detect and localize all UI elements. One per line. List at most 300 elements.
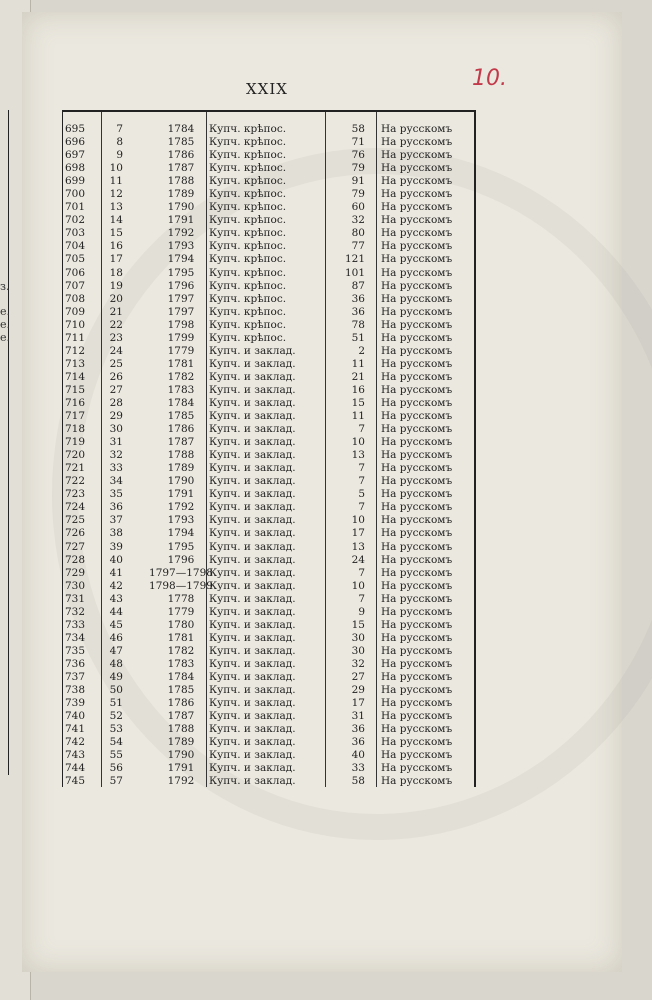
language-cell: На русскомъ — [381, 579, 453, 592]
document-type-cell: Купч. крѣпос. — [209, 240, 287, 253]
document-type-cell: Купч. крѣпос. — [209, 136, 287, 149]
sheet-count-cell: 17 — [351, 697, 365, 710]
sequence-number-cell: 53 — [109, 723, 123, 736]
document-type-cell: Купч. крѣпос. — [209, 279, 287, 292]
sheet-count-cell: 13 — [351, 449, 365, 462]
record-number-cell: 696 — [65, 136, 86, 149]
year-cell: 1786 — [167, 423, 195, 436]
table-row — [63, 371, 474, 384]
language-cell: На русскомъ — [381, 318, 453, 331]
sequence-number-cell: 19 — [109, 279, 123, 292]
sequence-number-cell: 22 — [109, 318, 123, 331]
year-cell: 1783 — [167, 383, 195, 396]
sheet-count-cell: 13 — [351, 540, 365, 553]
document-type-cell: Купч. и заклад. — [209, 370, 296, 383]
sheet-count-cell: 10 — [351, 436, 365, 449]
year-cell: 1787 — [167, 710, 195, 723]
record-number-cell: 698 — [65, 162, 86, 175]
table-row — [63, 280, 474, 293]
record-number-cell: 702 — [65, 214, 86, 227]
document-type-cell: Купч. и заклад. — [209, 644, 296, 657]
table-row — [63, 514, 474, 527]
sequence-number-cell: 31 — [109, 436, 123, 449]
language-cell: На русскомъ — [381, 410, 453, 423]
language-cell: На русскомъ — [381, 396, 453, 409]
table-row — [63, 697, 474, 710]
table-row — [63, 306, 474, 319]
sequence-number-cell: 11 — [109, 175, 123, 188]
table-row — [63, 319, 474, 332]
sheet-count-cell: 16 — [351, 383, 365, 396]
language-cell: На русскомъ — [381, 553, 453, 566]
document-type-cell: Купч. и заклад. — [209, 514, 296, 527]
record-number-cell: 711 — [65, 331, 86, 344]
sequence-number-cell: 25 — [109, 357, 123, 370]
sequence-number-cell: 40 — [109, 553, 123, 566]
year-cell: 1781 — [167, 631, 195, 644]
year-cell: 1797 — [167, 305, 195, 318]
page-header-numeral: XXIX — [246, 80, 288, 98]
language-cell: На русскомъ — [381, 214, 453, 227]
facing-page-fragment: з. — [0, 280, 10, 293]
document-type-cell: Купч. крѣпос. — [209, 162, 287, 175]
language-cell: На русскомъ — [381, 514, 453, 527]
record-number-cell: 722 — [65, 475, 86, 488]
document-type-cell: Купч. и заклад. — [209, 749, 296, 762]
record-number-cell: 703 — [65, 227, 86, 240]
language-cell: На русскомъ — [381, 370, 453, 383]
record-number-cell: 734 — [65, 631, 86, 644]
year-cell: 1788 — [167, 723, 195, 736]
record-number-cell: 705 — [65, 253, 86, 266]
sheet-count-cell: 71 — [351, 136, 365, 149]
sheet-count-cell: 78 — [351, 318, 365, 331]
year-cell: 1786 — [167, 697, 195, 710]
language-cell: На русскомъ — [381, 657, 453, 670]
sequence-number-cell: 18 — [109, 266, 123, 279]
record-number-cell: 718 — [65, 423, 86, 436]
year-cell: 1795 — [167, 540, 195, 553]
language-cell: На русскомъ — [381, 566, 453, 579]
document-type-cell: Купч. и заклад. — [209, 501, 296, 514]
document-type-cell: Купч. и заклад. — [209, 592, 296, 605]
sheet-count-cell: 32 — [351, 657, 365, 670]
sequence-number-cell: 9 — [116, 149, 123, 162]
language-cell: На русскомъ — [381, 253, 453, 266]
language-cell: На русскомъ — [381, 175, 453, 188]
table-row — [63, 423, 474, 436]
table-row — [63, 358, 474, 371]
register-table — [62, 110, 476, 787]
language-cell: На русскомъ — [381, 292, 453, 305]
sequence-number-cell: 8 — [116, 136, 123, 149]
record-number-cell: 744 — [65, 762, 86, 775]
sequence-number-cell: 48 — [109, 657, 123, 670]
sheet-count-cell: 7 — [358, 566, 365, 579]
document-type-cell: Купч. и заклад. — [209, 775, 296, 788]
sequence-number-cell: 54 — [109, 736, 123, 749]
language-cell: На русскомъ — [381, 723, 453, 736]
record-number-cell: 721 — [65, 462, 86, 475]
table-row — [63, 749, 474, 762]
sequence-number-cell: 28 — [109, 396, 123, 409]
year-cell: 1794 — [167, 527, 195, 540]
document-type-cell: Купч. и заклад. — [209, 579, 296, 592]
document-type-cell: Купч. и заклад. — [209, 618, 296, 631]
facing-page-fragment: е. — [0, 331, 11, 344]
sheet-count-cell: 32 — [351, 214, 365, 227]
sheet-count-cell: 7 — [358, 592, 365, 605]
table-row — [63, 475, 474, 488]
table-row — [63, 410, 474, 423]
record-number-cell: 719 — [65, 436, 86, 449]
sequence-number-cell: 52 — [109, 710, 123, 723]
table-row — [63, 136, 474, 149]
language-cell: На русскомъ — [381, 344, 453, 357]
language-cell: На русскомъ — [381, 305, 453, 318]
year-cell: 1778 — [167, 592, 195, 605]
record-number-cell: 742 — [65, 736, 86, 749]
document-type-cell: Купч. крѣпос. — [209, 149, 287, 162]
document-type-cell: Купч. крѣпос. — [209, 292, 287, 305]
year-cell: 1786 — [167, 149, 195, 162]
facing-page-fragment: е. — [0, 318, 11, 331]
record-number-cell: 729 — [65, 566, 86, 579]
language-cell: На русскомъ — [381, 188, 453, 201]
sequence-number-cell: 56 — [109, 762, 123, 775]
table-row — [63, 762, 474, 775]
sequence-number-cell: 29 — [109, 410, 123, 423]
sequence-number-cell: 45 — [109, 618, 123, 631]
sequence-number-cell: 47 — [109, 644, 123, 657]
language-cell: На русскомъ — [381, 227, 453, 240]
record-number-cell: 724 — [65, 501, 86, 514]
record-number-cell: 709 — [65, 305, 86, 318]
record-number-cell: 727 — [65, 540, 86, 553]
year-cell: 1787 — [167, 162, 195, 175]
year-cell: 1782 — [167, 644, 195, 657]
year-cell: 1797 — [167, 292, 195, 305]
document-type-cell: Купч. и заклад. — [209, 475, 296, 488]
sequence-number-cell: 24 — [109, 344, 123, 357]
record-number-cell: 743 — [65, 749, 86, 762]
year-cell: 1790 — [167, 201, 195, 214]
year-cell: 1799 — [167, 331, 195, 344]
table-row — [63, 527, 474, 540]
sequence-number-cell: 57 — [109, 775, 123, 788]
sheet-count-cell: 36 — [351, 736, 365, 749]
sequence-number-cell: 36 — [109, 501, 123, 514]
document-type-cell: Купч. и заклад. — [209, 540, 296, 553]
table-row — [63, 658, 474, 671]
language-cell: На русскомъ — [381, 540, 453, 553]
sequence-number-cell: 26 — [109, 370, 123, 383]
sequence-number-cell: 30 — [109, 423, 123, 436]
year-cell: 1784 — [167, 670, 195, 683]
sheet-count-cell: 5 — [358, 488, 365, 501]
document-type-cell: Купч. крѣпос. — [209, 175, 287, 188]
table-row — [63, 397, 474, 410]
sequence-number-cell: 46 — [109, 631, 123, 644]
record-number-cell: 731 — [65, 592, 86, 605]
document-type-cell: Купч. и заклад. — [209, 436, 296, 449]
table-row — [63, 267, 474, 280]
language-cell: На русскомъ — [381, 736, 453, 749]
year-cell: 1795 — [167, 266, 195, 279]
sequence-number-cell: 12 — [109, 188, 123, 201]
table-row — [63, 554, 474, 567]
sheet-count-cell: 24 — [351, 553, 365, 566]
year-cell: 1782 — [167, 370, 195, 383]
sequence-number-cell: 41 — [109, 566, 123, 579]
record-number-cell: 739 — [65, 697, 86, 710]
sheet-count-cell: 101 — [344, 266, 365, 279]
sheet-count-cell: 80 — [351, 227, 365, 240]
table-row — [63, 332, 474, 345]
record-number-cell: 735 — [65, 644, 86, 657]
sheet-count-cell: 10 — [351, 514, 365, 527]
sequence-number-cell: 51 — [109, 697, 123, 710]
sheet-count-cell: 7 — [358, 423, 365, 436]
table-row — [63, 253, 474, 266]
year-cell: 1784 — [167, 123, 195, 135]
record-number-cell: 710 — [65, 318, 86, 331]
language-cell: На русскомъ — [381, 501, 453, 514]
year-cell: 1796 — [167, 553, 195, 566]
table-row — [63, 214, 474, 227]
document-type-cell: Купч. и заклад. — [209, 762, 296, 775]
table-row — [63, 684, 474, 697]
record-number-cell: 708 — [65, 292, 86, 305]
language-cell: На русскомъ — [381, 449, 453, 462]
language-cell: На русскомъ — [381, 605, 453, 618]
handwritten-page-number: 10. — [472, 66, 507, 91]
document-type-cell: Купч. крѣпос. — [209, 201, 287, 214]
table-row — [63, 632, 474, 645]
sequence-number-cell: 21 — [109, 305, 123, 318]
table-row — [63, 671, 474, 684]
language-cell: На русскомъ — [381, 670, 453, 683]
sheet-count-cell: 79 — [351, 188, 365, 201]
document-type-cell: Купч. и заклад. — [209, 423, 296, 436]
record-number-cell: 697 — [65, 149, 86, 162]
document-type-cell: Купч. и заклад. — [209, 684, 296, 697]
sequence-number-cell: 17 — [109, 253, 123, 266]
record-number-cell: 712 — [65, 344, 86, 357]
document-type-cell: Купч. и заклад. — [209, 605, 296, 618]
facing-page-rule — [8, 110, 9, 775]
sequence-number-cell: 42 — [109, 579, 123, 592]
document-type-cell: Купч. и заклад. — [209, 462, 296, 475]
table-row — [63, 723, 474, 736]
sequence-number-cell: 15 — [109, 227, 123, 240]
sheet-count-cell: 11 — [351, 410, 365, 423]
record-number-cell: 730 — [65, 579, 86, 592]
record-number-cell: 701 — [65, 201, 86, 214]
document-type-cell: Купч. крѣпос. — [209, 331, 287, 344]
year-cell: 1783 — [167, 657, 195, 670]
facing-page-fragment: е. — [0, 305, 11, 318]
table-row — [63, 606, 474, 619]
language-cell: На русскомъ — [381, 488, 453, 501]
table-row — [63, 449, 474, 462]
sequence-number-cell: 37 — [109, 514, 123, 527]
language-cell: На русскомъ — [381, 149, 453, 162]
record-number-cell: 726 — [65, 527, 86, 540]
sheet-count-cell: 7 — [358, 501, 365, 514]
record-number-cell: 713 — [65, 357, 86, 370]
sequence-number-cell: 33 — [109, 462, 123, 475]
year-cell: 1791 — [167, 762, 195, 775]
year-cell: 1789 — [167, 462, 195, 475]
language-cell: На русскомъ — [381, 240, 453, 253]
sheet-count-cell: 36 — [351, 292, 365, 305]
table-row — [63, 123, 474, 136]
table-row — [63, 645, 474, 658]
table-row — [63, 201, 474, 214]
year-cell: 1797—1798 — [149, 566, 213, 579]
sheet-count-cell: 9 — [358, 605, 365, 618]
language-cell: На русскомъ — [381, 592, 453, 605]
document-type-cell: Купч. крѣпос. — [209, 123, 287, 135]
table-row — [63, 567, 474, 580]
record-number-cell: 732 — [65, 605, 86, 618]
record-number-cell: 695 — [65, 123, 86, 135]
sheet-count-cell: 27 — [351, 670, 365, 683]
sequence-number-cell: 13 — [109, 201, 123, 214]
sheet-count-cell: 91 — [351, 175, 365, 188]
language-cell: На русскомъ — [381, 436, 453, 449]
document-type-cell: Купч. крѣпос. — [209, 188, 287, 201]
year-cell: 1798 — [167, 318, 195, 331]
sheet-count-cell: 31 — [351, 710, 365, 723]
language-cell: На русскомъ — [381, 201, 453, 214]
year-cell: 1781 — [167, 357, 195, 370]
language-cell: На русскомъ — [381, 136, 453, 149]
language-cell: На русскомъ — [381, 762, 453, 775]
language-cell: На русскомъ — [381, 527, 453, 540]
table-row — [63, 149, 474, 162]
document-type-cell: Купч. и заклад. — [209, 449, 296, 462]
table-row — [63, 227, 474, 240]
record-number-cell: 740 — [65, 710, 86, 723]
year-cell: 1789 — [167, 736, 195, 749]
sequence-number-cell: 32 — [109, 449, 123, 462]
document-type-cell: Купч. и заклад. — [209, 566, 296, 579]
sheet-count-cell: 21 — [351, 370, 365, 383]
year-cell: 1791 — [167, 214, 195, 227]
table-row — [63, 162, 474, 175]
language-cell: На русскомъ — [381, 383, 453, 396]
sheet-count-cell: 121 — [344, 253, 365, 266]
record-number-cell: 707 — [65, 279, 86, 292]
document-type-cell: Купч. крѣпос. — [209, 266, 287, 279]
document-type-cell: Купч. и заклад. — [209, 527, 296, 540]
document-type-cell: Купч. крѣпос. — [209, 253, 287, 266]
document-type-cell: Купч. крѣпос. — [209, 318, 287, 331]
sheet-count-cell: 17 — [351, 527, 365, 540]
sequence-number-cell: 14 — [109, 214, 123, 227]
record-number-cell: 733 — [65, 618, 86, 631]
table-row — [63, 619, 474, 632]
year-cell: 1779 — [167, 605, 195, 618]
year-cell: 1787 — [167, 436, 195, 449]
year-cell: 1785 — [167, 410, 195, 423]
language-cell: На русскомъ — [381, 631, 453, 644]
document-type-cell: Купч. и заклад. — [209, 736, 296, 749]
language-cell: На русскомъ — [381, 462, 453, 475]
record-number-cell: 704 — [65, 240, 86, 253]
language-cell: На русскомъ — [381, 618, 453, 631]
language-cell: На русскомъ — [381, 684, 453, 697]
sheet-count-cell: 29 — [351, 684, 365, 697]
table-row — [63, 293, 474, 306]
sheet-count-cell: 76 — [351, 149, 365, 162]
year-cell: 1793 — [167, 240, 195, 253]
sheet-count-cell: 79 — [351, 162, 365, 175]
year-cell: 1785 — [167, 684, 195, 697]
table-row — [63, 593, 474, 606]
sheet-count-cell: 36 — [351, 723, 365, 736]
language-cell: На русскомъ — [381, 266, 453, 279]
year-cell: 1794 — [167, 253, 195, 266]
language-cell: На русскомъ — [381, 749, 453, 762]
document-type-cell: Купч. и заклад. — [209, 631, 296, 644]
language-cell: На русскомъ — [381, 423, 453, 436]
table-row — [63, 541, 474, 554]
document-type-cell: Купч. и заклад. — [209, 670, 296, 683]
document-type-cell: Купч. и заклад. — [209, 710, 296, 723]
sheet-count-cell: 33 — [351, 762, 365, 775]
table-row — [63, 580, 474, 593]
sequence-number-cell: 50 — [109, 684, 123, 697]
record-number-cell: 716 — [65, 396, 86, 409]
record-number-cell: 728 — [65, 553, 86, 566]
record-number-cell: 741 — [65, 723, 86, 736]
language-cell: На русскомъ — [381, 644, 453, 657]
year-cell: 1788 — [167, 175, 195, 188]
table-row — [63, 736, 474, 749]
year-cell: 1789 — [167, 188, 195, 201]
sheet-count-cell: 7 — [358, 462, 365, 475]
sheet-count-cell: 10 — [351, 579, 365, 592]
record-number-cell: 738 — [65, 684, 86, 697]
record-number-cell: 717 — [65, 410, 86, 423]
sheet-count-cell: 60 — [351, 201, 365, 214]
record-number-cell: 737 — [65, 670, 86, 683]
record-number-cell: 706 — [65, 266, 86, 279]
table-row — [63, 501, 474, 514]
record-number-cell: 720 — [65, 449, 86, 462]
language-cell: На русскомъ — [381, 775, 453, 788]
language-cell: На русскомъ — [381, 331, 453, 344]
year-cell: 1792 — [167, 775, 195, 788]
record-number-cell: 714 — [65, 370, 86, 383]
document-type-cell: Купч. и заклад. — [209, 344, 296, 357]
sheet-count-cell: 11 — [351, 357, 365, 370]
table-row — [63, 775, 474, 788]
document-type-cell: Купч. и заклад. — [209, 383, 296, 396]
document-type-cell: Купч. и заклад. — [209, 396, 296, 409]
document-type-cell: Купч. и заклад. — [209, 410, 296, 423]
language-cell: На русскомъ — [381, 357, 453, 370]
sheet-count-cell: 40 — [351, 749, 365, 762]
sheet-count-cell: 87 — [351, 279, 365, 292]
language-cell: На русскомъ — [381, 279, 453, 292]
sequence-number-cell: 39 — [109, 540, 123, 553]
year-cell: 1792 — [167, 227, 195, 240]
year-cell: 1784 — [167, 396, 195, 409]
